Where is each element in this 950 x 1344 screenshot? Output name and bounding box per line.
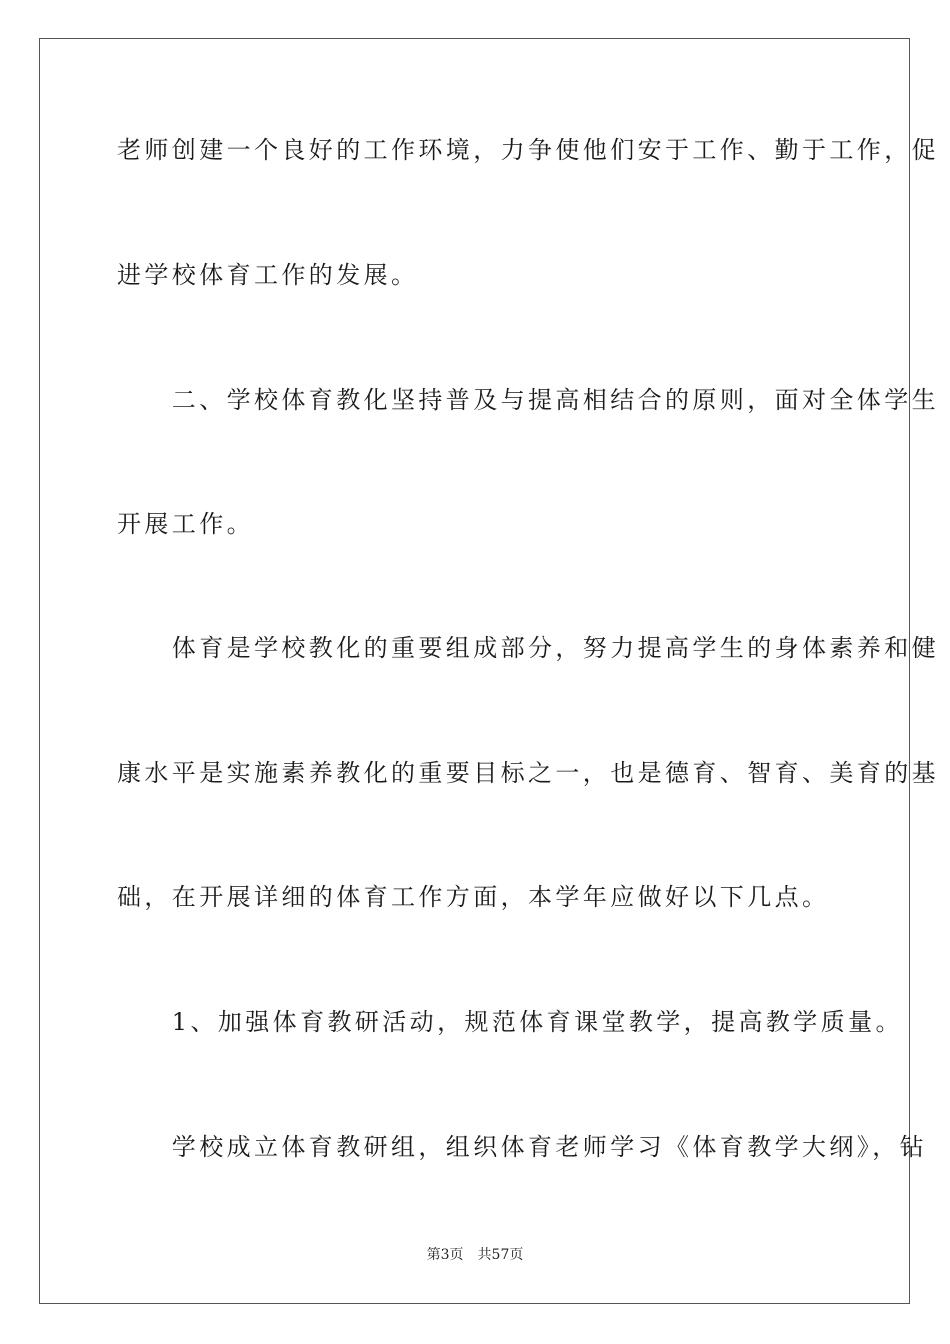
text-line: 进学校体育工作的发展。	[117, 261, 419, 289]
text-line: 二、学校体育教化坚持普及与提高相结合的原则，面对全体学生	[117, 386, 939, 414]
text-line: 开展工作。	[117, 510, 254, 538]
page-total: 共57页	[477, 1247, 524, 1263]
page-number: 第3页	[426, 1247, 464, 1263]
page-border	[39, 38, 939, 1304]
text-line: 1、加强体育教研活动，规范体育课堂教学，提高教学质量。	[117, 1008, 903, 1036]
text-line: 体育是学校教化的重要组成部分，努力提高学生的身体素养和健	[117, 634, 939, 662]
page-footer	[0, 1246, 950, 1264]
text-line: 学校成立体育教研组，组织体育老师学习《体育教学大纲》，钻	[117, 1133, 927, 1161]
text-line: 础，在开展详细的体育工作方面，本学年应做好以下几点。	[117, 883, 830, 911]
text-line: 康水平是实施素养教化的重要目标之一，也是德育、智育、美育的基	[117, 759, 939, 787]
text-line: 老师创建一个良好的工作环境，力争使他们安于工作、勤于工作，促	[117, 136, 939, 164]
